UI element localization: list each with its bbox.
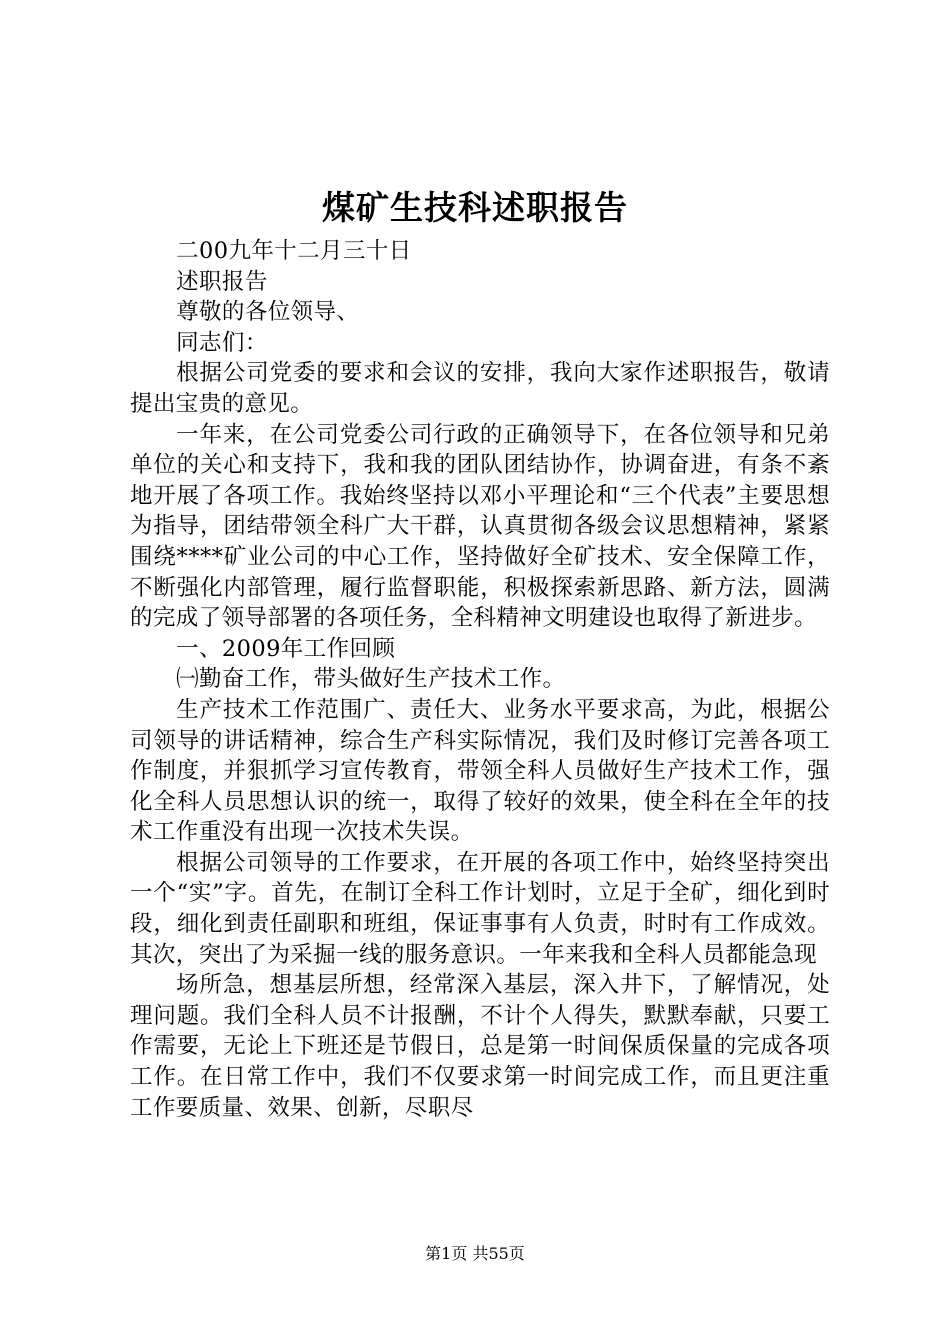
subsection-heading: ㈠勤奋工作，带头做好生产技术工作。 bbox=[176, 666, 566, 693]
document-title: 煤矿生技科述职报告 bbox=[322, 188, 628, 227]
paragraph-work-requirements: 根据公司领导的工作要求，在开展的各项工作中，始终坚持突出一个“实”字。首先，在制订全科工作计划时，立足于全矿，细化到时段，细化到责任副职和班组，保证事事有人负责，时时有工作成效。其次，突出了为采掘一线的服务意识。一年来我和全科人员都能急现 bbox=[130, 849, 830, 968]
paragraph-year-summary: 一年来，在公司党委公司行政的正确领导下，在各位领导和兄弟单位的关心和支持下，我和我的团队团结协作，协调奋进，有条不紊地开展了各项工作。我始终坚持以邓小平理论和“三个代表”主要思想为指导，团结带领全科广大干群，认真贯彻各级会议思想精神，紧紧围绕****矿业公司的中心工作，坚持做好全矿技术、安全保障工作，不断强化内部管理，履行监督职能，积极探索新思路、新方法，圆满的完成了领导部署的各项任务，全科精神文明建设也取得了新进步。 bbox=[130, 421, 830, 632]
section-heading: 一、2009年工作回顾 bbox=[176, 635, 396, 662]
document-body bbox=[130, 236, 830, 1123]
date-line: 二00九年十二月三十日 bbox=[176, 238, 412, 264]
salutation-line-1: 尊敬的各位领导、 bbox=[176, 299, 360, 326]
salutation-line-2: 同志们： bbox=[176, 329, 268, 356]
page-number: 第1页 共55页 bbox=[425, 1244, 525, 1263]
report-label: 述职报告 bbox=[176, 268, 268, 295]
paragraph-technical-work: 生产技术工作范围广、责任大、业务水平要求高，为此，根据公司领导的讲话精神，综合生产科实际情况，我们及时修订完善各项工作制度，并狠抓学习宣传教育，带领全科人员做好生产技术工作，强化全科人员思想认识的统一，取得了较好的效果，使全科在全年的技术工作重没有出现一次技术失误。 bbox=[130, 696, 830, 846]
paragraph-frontline-service: 场所急，想基层所想，经常深入基层，深入井下，了解情况，处理问题。我们全科人员不计报酬，不计个人得失，默默奉献，只要工作需要，无论上下班还是节假日，总是第一时间保质保量的完成各项工作。在日常工作中，我们不仅要求第一时间完成工作，而且更注重工作要质量、效果、创新，尽职尽 bbox=[130, 972, 830, 1121]
paragraph-intro: 根据公司党委的要求和会议的安排，我向大家作述职报告，敬请提出宝贵的意见。 bbox=[130, 360, 830, 417]
